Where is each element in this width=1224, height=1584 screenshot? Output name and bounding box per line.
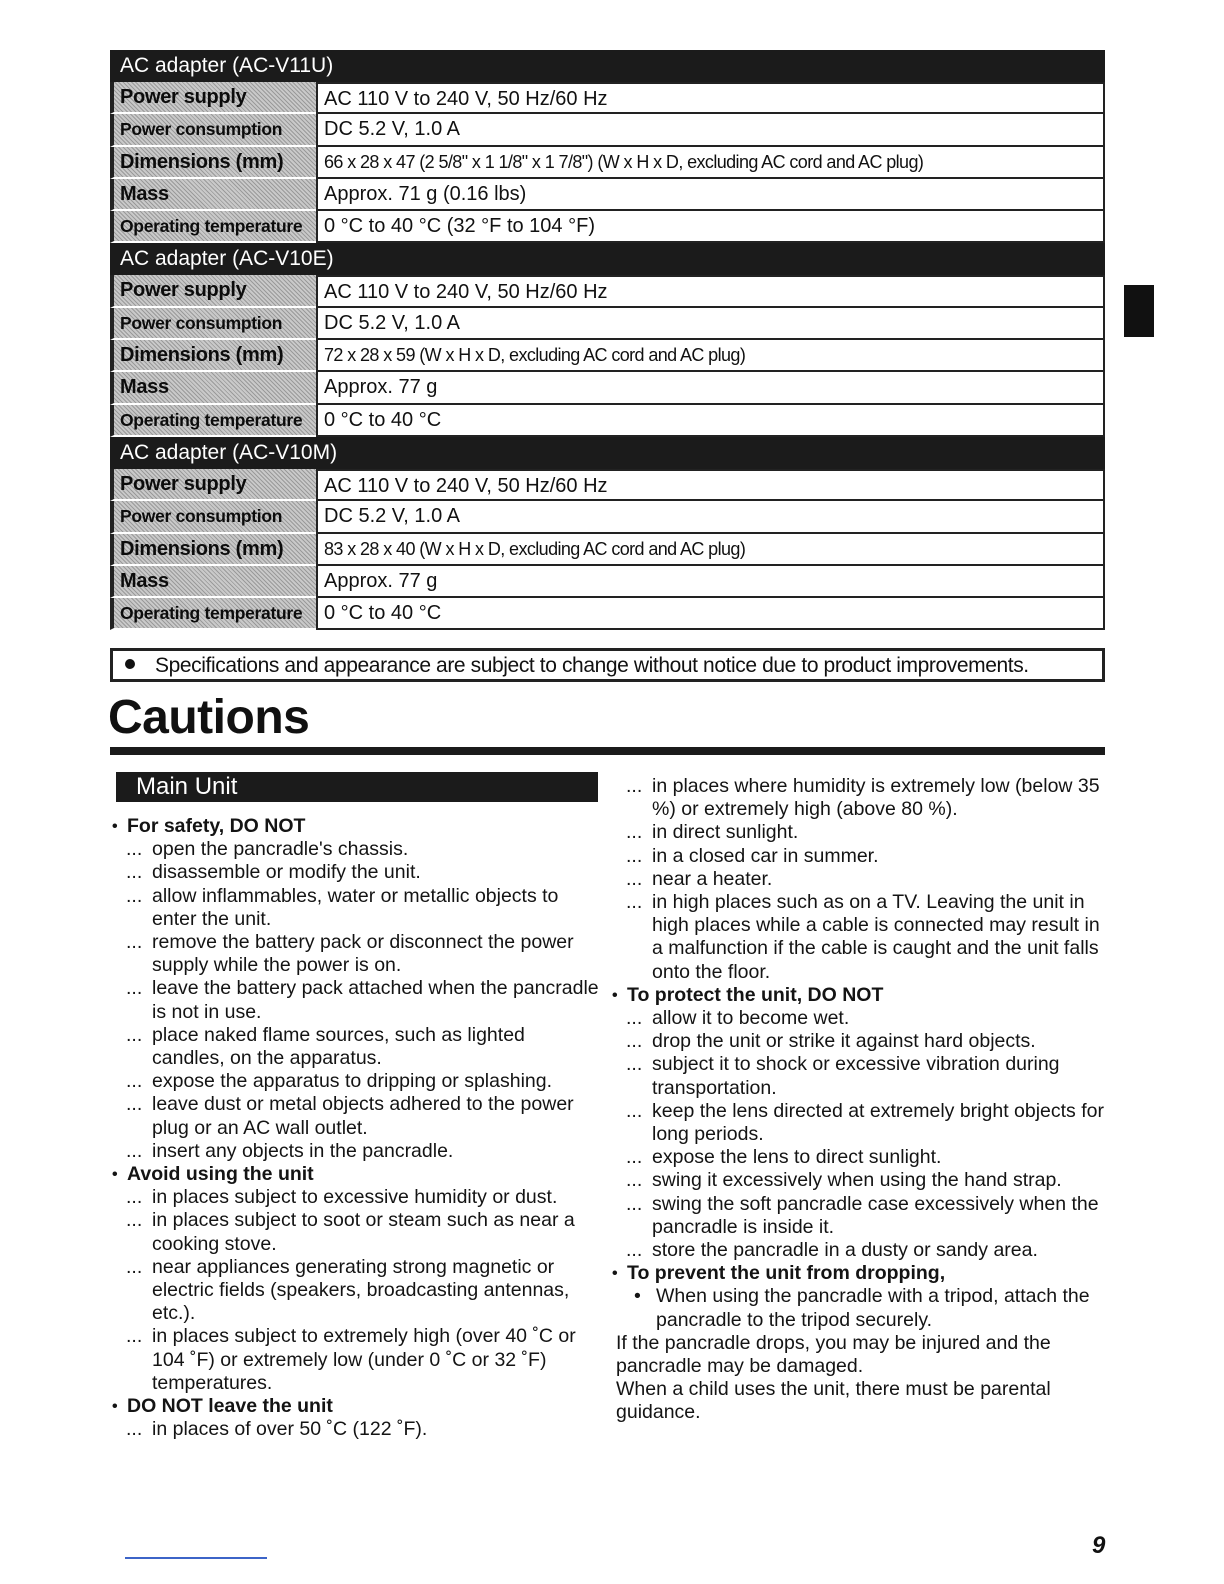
caution-item: ... in a closed car in summer. [626, 844, 879, 867]
spec-value: AC 110 V to 240 V, 50 Hz/60 Hz [316, 469, 1105, 501]
spec-value: 66 x 28 x 47 (2 5/8" x 1 1/8" x 1 7/8") (W x H x D, excluding AC cord and AC plug) [316, 147, 1105, 179]
spec-label: Dimensions (mm) [110, 147, 316, 179]
footer-link-line [125, 1557, 267, 1559]
spec-value: DC 5.2 V, 1.0 A [316, 501, 1105, 533]
spec-row [110, 372, 1105, 404]
caution-item: ... in places of over 50 ˚C (122 ˚F). [126, 1418, 428, 1441]
spec-heading: AC adapter (AC-V10E) [110, 243, 1105, 275]
caution-item: ... subject it to shock or excessive vibration during transportation. [626, 1053, 1060, 1099]
spec-label: Operating temperature [110, 211, 316, 243]
notice-text: Specifications and appearance are subject to change without notice due to product improvements. [155, 654, 1029, 677]
cautions-right-column [612, 775, 1112, 1425]
spec-label: Power supply [110, 82, 316, 114]
caution-item: ... in places subject to extremely high (over 40 ˚C or 104 ˚F) or extremely low (under 0 ˚C or 32 ˚F) temperatures. [126, 1325, 576, 1394]
spec-row [110, 340, 1105, 372]
caution-item: ... swing the soft pancradle case excessively when the pancradle is inside it. [626, 1192, 1099, 1238]
caution-item: ... store the pancradle in a dusty or sandy area. [626, 1239, 1038, 1262]
spec-row [110, 275, 1105, 307]
spec-value: 72 x 28 x 59 (W x H x D, excluding AC cord and AC plug) [316, 340, 1105, 372]
spec-value: 83 x 28 x 40 (W x H x D, excluding AC cord and AC plug) [316, 534, 1105, 566]
spec-row [110, 534, 1105, 566]
caution-item: ... near appliances generating strong magnetic or electric fields (speakers, broadcasting antennas, etc.). [126, 1255, 570, 1325]
spec-label: Dimensions (mm) [110, 534, 316, 566]
spec-heading: AC adapter (AC-V11U) [110, 50, 1105, 82]
caution-sub-item: • When using the pancradle with a tripod, attach the pancradle to the tripod securely. [634, 1285, 1090, 1331]
caution-item: ... disassemble or modify the unit. [126, 861, 421, 884]
spec-row [110, 598, 1105, 630]
caution-paragraph: If the pancradle drops, you may be injured and the pancradle may be damaged. [616, 1331, 1051, 1378]
page-number: 9 [1092, 1532, 1106, 1559]
spec-row [110, 501, 1105, 533]
caution-item: ... in places subject to excessive humidity or dust. [126, 1186, 558, 1209]
spec-value: DC 5.2 V, 1.0 A [316, 114, 1105, 146]
caution-item: ... allow inflammables, water or metallic objects to enter the unit. [126, 884, 559, 930]
section-tab-marker [1124, 285, 1154, 337]
spec-label: Dimensions (mm) [110, 340, 316, 372]
spec-value: DC 5.2 V, 1.0 A [316, 308, 1105, 340]
page-title: Cautions [108, 691, 310, 744]
caution-heading: • To protect the unit, DO NOT [612, 984, 1112, 1007]
caution-item: ... in direct sunlight. [626, 821, 799, 844]
spec-value: Approx. 71 g (0.16 lbs) [316, 179, 1105, 211]
caution-heading: • DO NOT leave the unit [112, 1395, 602, 1418]
spec-row [110, 469, 1105, 501]
spec-value: Approx. 77 g [316, 372, 1105, 404]
spec-value: 0 °C to 40 °C (32 °F to 104 °F) [316, 211, 1105, 243]
spec-value: 0 °C to 40 °C [316, 598, 1105, 630]
spec-label: Power supply [110, 469, 316, 501]
spec-value: AC 110 V to 240 V, 50 Hz/60 Hz [316, 275, 1105, 307]
spec-label: Operating temperature [110, 405, 316, 437]
spec-label: Mass [110, 566, 316, 598]
caution-item: ... in places subject to soot or steam such as near a cooking stove. [126, 1209, 575, 1255]
spec-row [110, 566, 1105, 598]
spec-heading: AC adapter (AC-V10M) [110, 437, 1105, 469]
spec-value: Approx. 77 g [316, 566, 1105, 598]
caution-item: ... remove the battery pack or disconnect the power supply while the power is on. [126, 931, 574, 977]
spec-row [110, 114, 1105, 146]
caution-item: ... leave the battery pack attached when the pancradle is not in use. [126, 977, 599, 1023]
caution-item: ... place naked flame sources, such as lighted candles, on the apparatus. [126, 1023, 525, 1070]
caution-item: ... insert any objects in the pancradle. [126, 1139, 454, 1162]
spec-row [110, 211, 1105, 243]
caution-item: ... leave dust or metal objects adhered to the power plug or an AC wall outlet. [126, 1093, 574, 1139]
caution-item: ... keep the lens directed at extremely bright objects for long periods. [626, 1099, 1104, 1146]
spec-label: Power consumption [110, 308, 316, 340]
spec-label: Mass [110, 179, 316, 211]
spec-value: 0 °C to 40 °C [316, 405, 1105, 437]
section-label: Main Unit [116, 772, 598, 802]
caution-heading: • Avoid using the unit [112, 1163, 602, 1186]
spec-value: AC 110 V to 240 V, 50 Hz/60 Hz [316, 82, 1105, 114]
spec-label: Mass [110, 372, 316, 404]
spec-notice [110, 648, 1105, 682]
spec-label: Operating temperature [110, 598, 316, 630]
bullet-icon [125, 659, 135, 669]
caution-item: ... drop the unit or strike it against hard objects. [626, 1030, 1036, 1053]
caution-item: ... in high places such as on a TV. Leaving the unit in high places while a cable is connected may result in a malfunction if the cable is caught and the unit falls onto the floor. [626, 891, 1100, 983]
caution-item: ... swing it excessively when using the hand strap. [626, 1169, 1062, 1192]
spec-row [110, 179, 1105, 211]
caution-item: ... allow it to become wet. [626, 1007, 850, 1030]
spec-row [110, 308, 1105, 340]
caution-paragraph: When a child uses the unit, there must be parental guidance. [616, 1378, 1051, 1424]
spec-row [110, 405, 1105, 437]
spec-label: Power consumption [110, 501, 316, 533]
title-divider [110, 747, 1105, 755]
caution-item: ... in places where humidity is extremely low (below 35 %) or extremely high (above 80 %). [626, 775, 1100, 821]
spec-row [110, 147, 1105, 179]
cautions-left-column [112, 815, 602, 1441]
caution-item: ... near a heater. [626, 867, 773, 890]
caution-item: ... expose the lens to direct sunlight. [626, 1146, 942, 1169]
caution-heading: • To prevent the unit from dropping, [612, 1262, 1112, 1285]
spec-tables [110, 50, 1105, 630]
caution-heading: • For safety, DO NOT [112, 815, 602, 838]
caution-item: ... expose the apparatus to dripping or splashing. [126, 1070, 553, 1093]
spec-label: Power supply [110, 275, 316, 307]
spec-row [110, 82, 1105, 114]
caution-item: ... open the pancradle's chassis. [126, 838, 409, 861]
spec-label: Power consumption [110, 114, 316, 146]
